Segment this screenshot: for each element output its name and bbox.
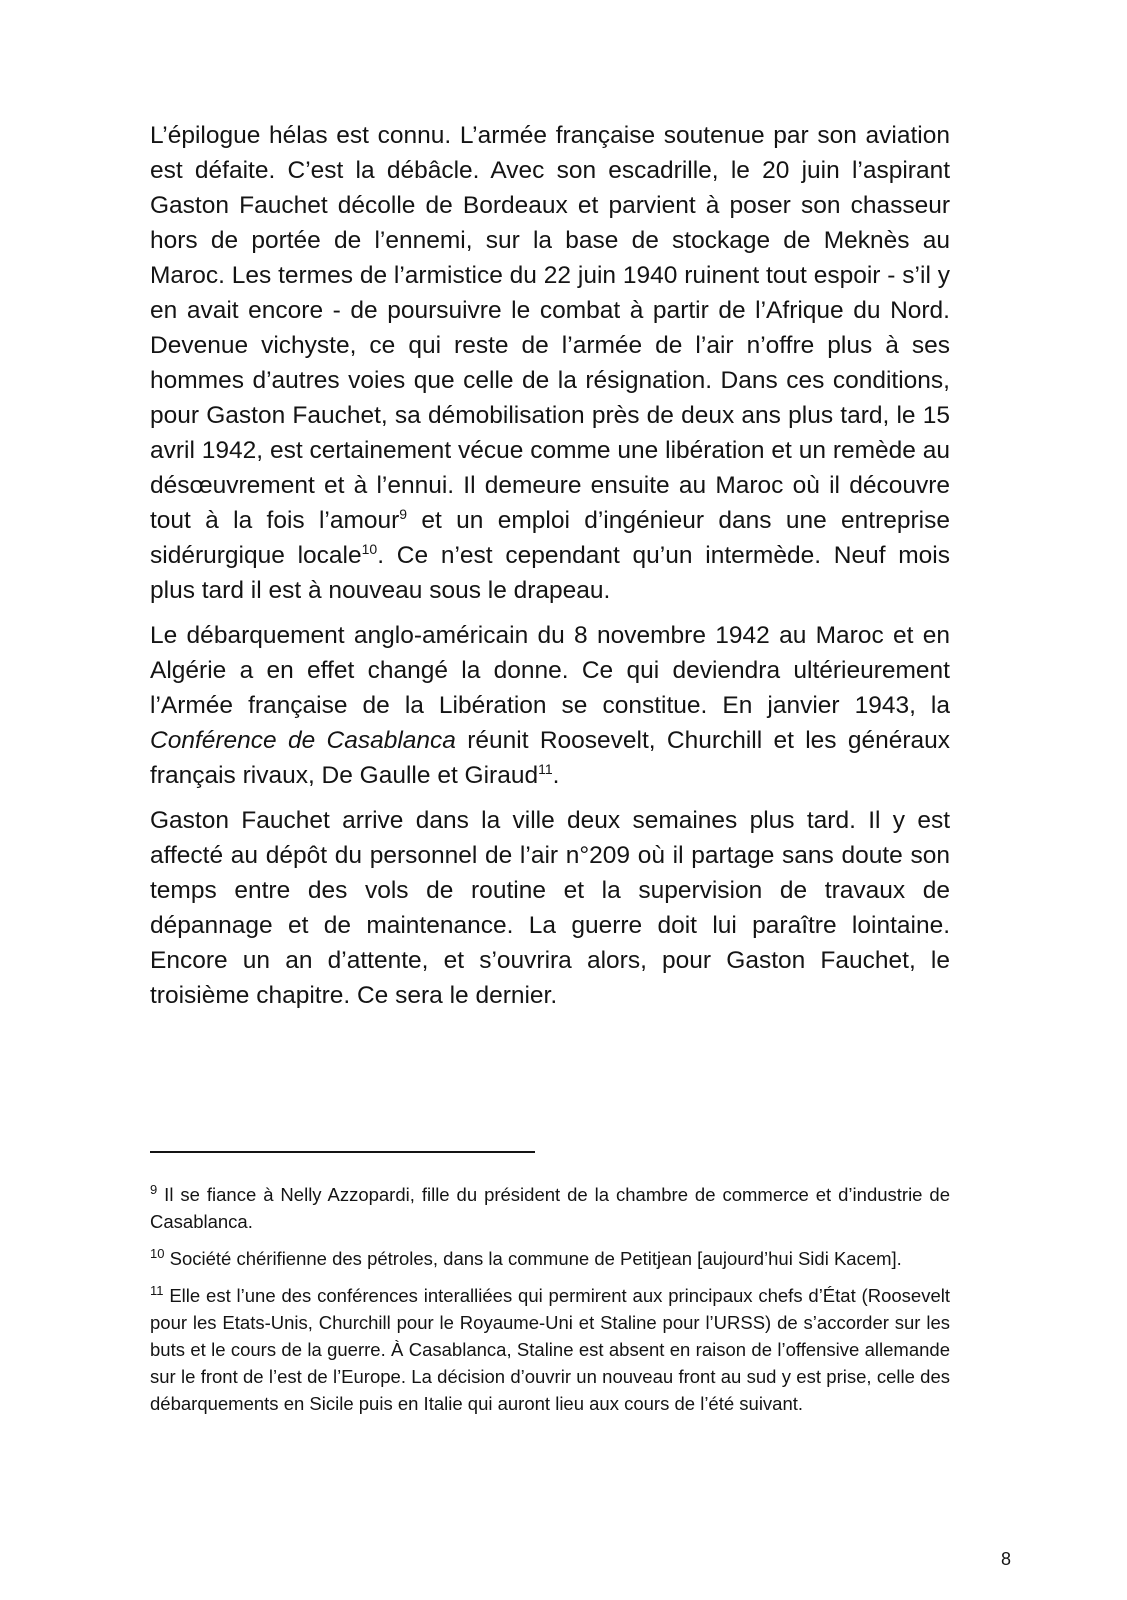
- footnote-10: [150, 1245, 950, 1272]
- footnote-text: Elle est l’une des conférences interalliées qui permirent aux principaux chefs d’État (Roosevelt pour les Etats-Unis, Churchill pour le Royaume-Uni et Staline pour l’URSS) de s’accorder sur les buts et le cours de la guerre. À Casablanca, Staline est absent en raison de l’offensive allemande sur le front de l’est de l’Europe. La décision d’ouvrir un nouveau front au sud y est prise, celle des débarquements en Sicile puis en Italie qui auront lieu aux cours de l’été suivant.: [150, 1285, 950, 1414]
- footnote-number: 11: [150, 1282, 164, 1298]
- paragraph-2-text-a: Le débarquement anglo-américain du 8 novembre 1942 au Maroc et en Algérie a en effet changé la donne. Ce qui deviendra ultérieurement l’Armée française de la Libération se constitue. En janvier 1943, la: [150, 622, 950, 719]
- paragraph-2: [150, 618, 950, 793]
- body-text: [150, 118, 950, 1013]
- paragraph-1-text-c: . Ce n’est cependant qu’un intermède. Neuf mois plus tard il est à nouveau sous le drapeau.: [150, 542, 950, 604]
- paragraph-3: [150, 803, 950, 1013]
- footnote-11: [150, 1282, 950, 1417]
- footnote-separator: [150, 1151, 535, 1153]
- footnote-ref-10[interactable]: 10: [361, 540, 378, 557]
- footnote-number: 9: [150, 1181, 158, 1197]
- footnote-ref-9[interactable]: 9: [399, 505, 408, 522]
- paragraph-2-italic-title: Conférence de Casablanca: [150, 727, 456, 754]
- paragraph-2-text-b: réunit Roosevelt, Churchill et les généraux français rivaux, De Gaulle et Giraud: [150, 727, 951, 789]
- paragraph-2-text-c: .: [552, 762, 560, 789]
- paragraph-1-text-b: et un emploi d’ingénieur dans une entreprise sidérurgique locale: [150, 507, 950, 569]
- footnote-text: Société chérifienne des pétroles, dans la commune de Petitjean [aujourd’hui Sidi Kacem].: [164, 1248, 902, 1269]
- paragraph-3-text: Gaston Fauchet arrive dans la ville deux semaines plus tard. Il y est affecté au dépôt du personnel de l’air n°209 où il partage sans doute son temps entre des vols de routine et la supervision de travaux de dépannage et de maintenance. La guerre doit lui paraître lointaine. Encore un an d’attente, et s’ouvrira alors, pour Gaston Fauchet, le troisième chapitre. Ce sera le dernier.: [150, 807, 950, 1009]
- footnote-text: Il se fiance à Nelly Azzopardi, fille du président de la chambre de commerce et d’industrie de Casablanca.: [150, 1184, 950, 1232]
- footnote-9: [150, 1181, 950, 1235]
- paragraph-1-text-a: L’épilogue hélas est connu. L’armée française soutenue par son aviation est défaite. C’est la débâcle. Avec son escadrille, le 20 juin l’aspirant Gaston Fauchet décolle de Bordeaux et parvient à poser son chasseur hors de portée de l’ennemi, sur la base de stockage de Meknès au Maroc. Les termes de l’armistice du 22 juin 1940 ruinent tout espoir - s’il y en avait encore - de poursuivre le combat à partir de l’Afrique du Nord. Devenue vichyste, ce qui reste de l’armée de l’air n’offre plus à ses hommes d’autres voies que celle de la résignation. Dans ces conditions, pour Gaston Fauchet, sa démobilisation près de deux ans plus tard, le 15 avril 1942, est certainement vécue comme une libération et un remède au désœuvrement et à l’ennui. Il demeure ensuite au Maroc où il découvre tout à la fois l’amour: [150, 122, 950, 534]
- page-number: 8: [1000, 1549, 1011, 1569]
- footnote-number: 10: [150, 1245, 165, 1261]
- footnote-ref-11[interactable]: 11: [538, 760, 553, 777]
- footnotes: [150, 1181, 950, 1427]
- paragraph-1: [150, 118, 950, 608]
